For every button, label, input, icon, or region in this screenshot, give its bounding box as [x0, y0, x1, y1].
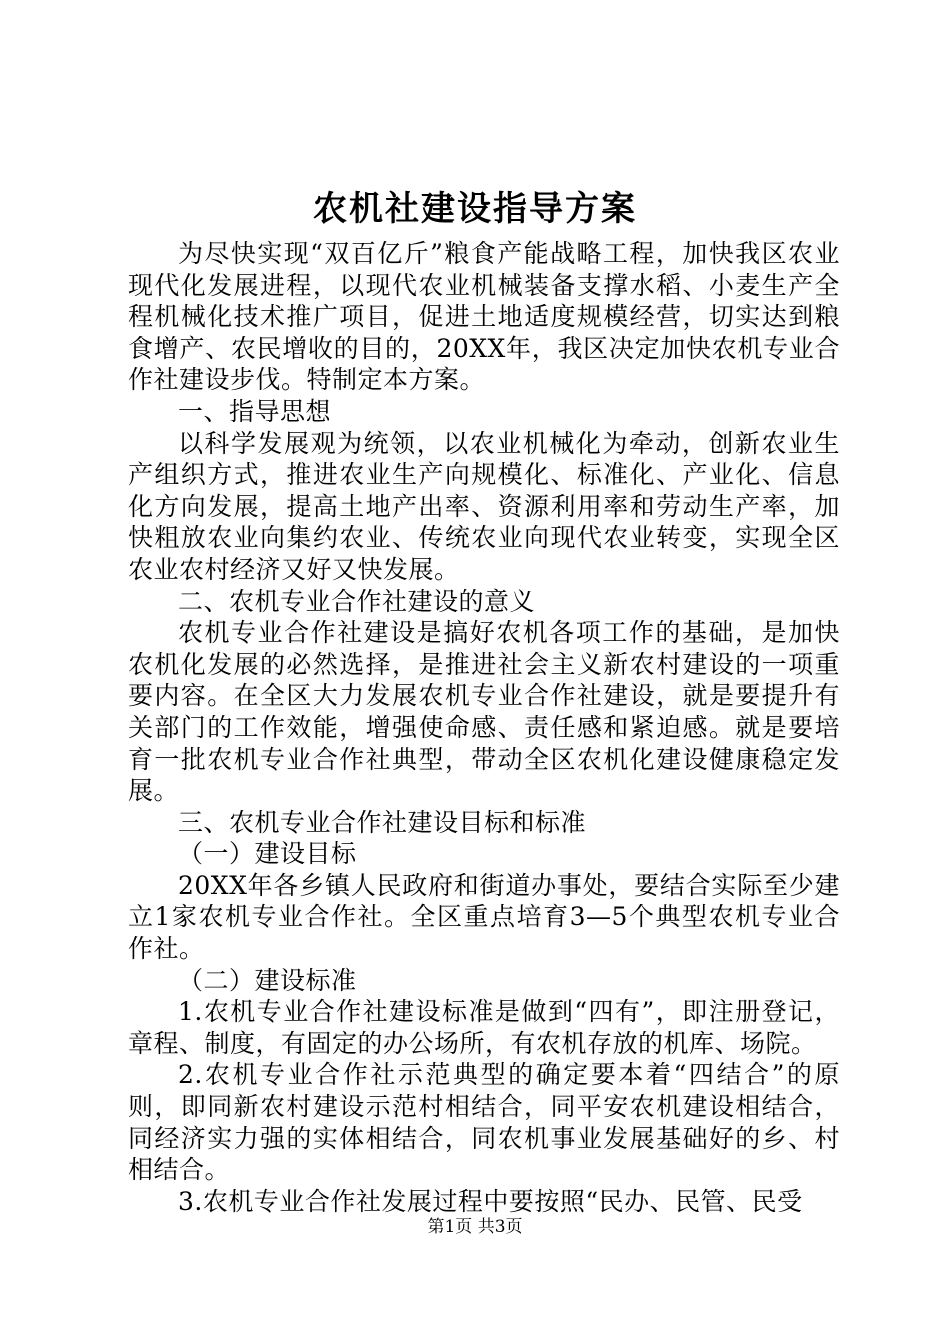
subsection-heading-standards: （二）建设标准: [178, 965, 357, 995]
section-heading-2: 二、农机专业合作社建设的意义: [178, 586, 536, 616]
guiding-thought-paragraph: 以科学发展观为统领，以农业机械化为牵动，创新农业生产组织方式，推进农业生产向规模化、标准化、产业化、信息化方向发展，提高土地产出率、资源利用率和劳动生产率，加快粗放农业向集约农业、传统农业向现代农业转变，实现全区农业农村经济又好又快发展。: [128, 428, 840, 584]
significance-paragraph: 农机专业合作社建设是搞好农机各项工作的基础，是加快农机化发展的必然选择，是推进社会主义新农村建设的一项重要内容。在全区大力发展农机专业合作社建设，就是要提升有关部门的工作效能，增强使命感、责任感和紧迫感。就是要培育一批农机专业合作社典型，带动全区农机化建设健康稳定发展。: [128, 618, 840, 806]
standard-item-1: 1.农机专业合作社建设标准是做到“四有”，即注册登记，章程、制度，有固定的办公场所，有农机存放的机库、场院。: [128, 997, 840, 1058]
section-heading-1: 一、指导思想: [178, 396, 332, 426]
page-footer: 第1页 共3页: [427, 1217, 523, 1237]
section-heading-3: 三、农机专业合作社建设目标和标准: [178, 807, 587, 837]
document-title: 农机社建设指导方案: [313, 189, 637, 229]
standard-item-2: 2.农机专业合作社示范典型的确定要本着“四结合”的原则，即同新农村建设示范村相结合，同平安农机建设相结合，同经济实力强的实体相结合，同农机事业发展基础好的乡、村相结合。: [128, 1060, 840, 1185]
intro-paragraph: 为尽快实现“双百亿斤”粮食产能战略工程，加快我区农业现代化发展进程，以现代农业机械装备支撑水稻、小麦生产全程机械化技术推广项目，促进土地适度规模经营，切实达到粮食增产、农民增收的目的，20XX年，我区决定加快农机专业合作社建设步伐。特制定本方案。: [128, 239, 840, 395]
standard-item-3: 3.农机专业合作社发展过程中要按照“民办、民管、民受: [178, 1186, 803, 1216]
document-body: [128, 238, 840, 1217]
subsection-heading-goals: （一）建设目标: [178, 839, 357, 869]
goals-paragraph: 20XX年各乡镇人民政府和街道办事处，要结合实际至少建立1家农机专业合作社。全区重点培育3—5个典型农机专业合作社。: [128, 870, 840, 964]
